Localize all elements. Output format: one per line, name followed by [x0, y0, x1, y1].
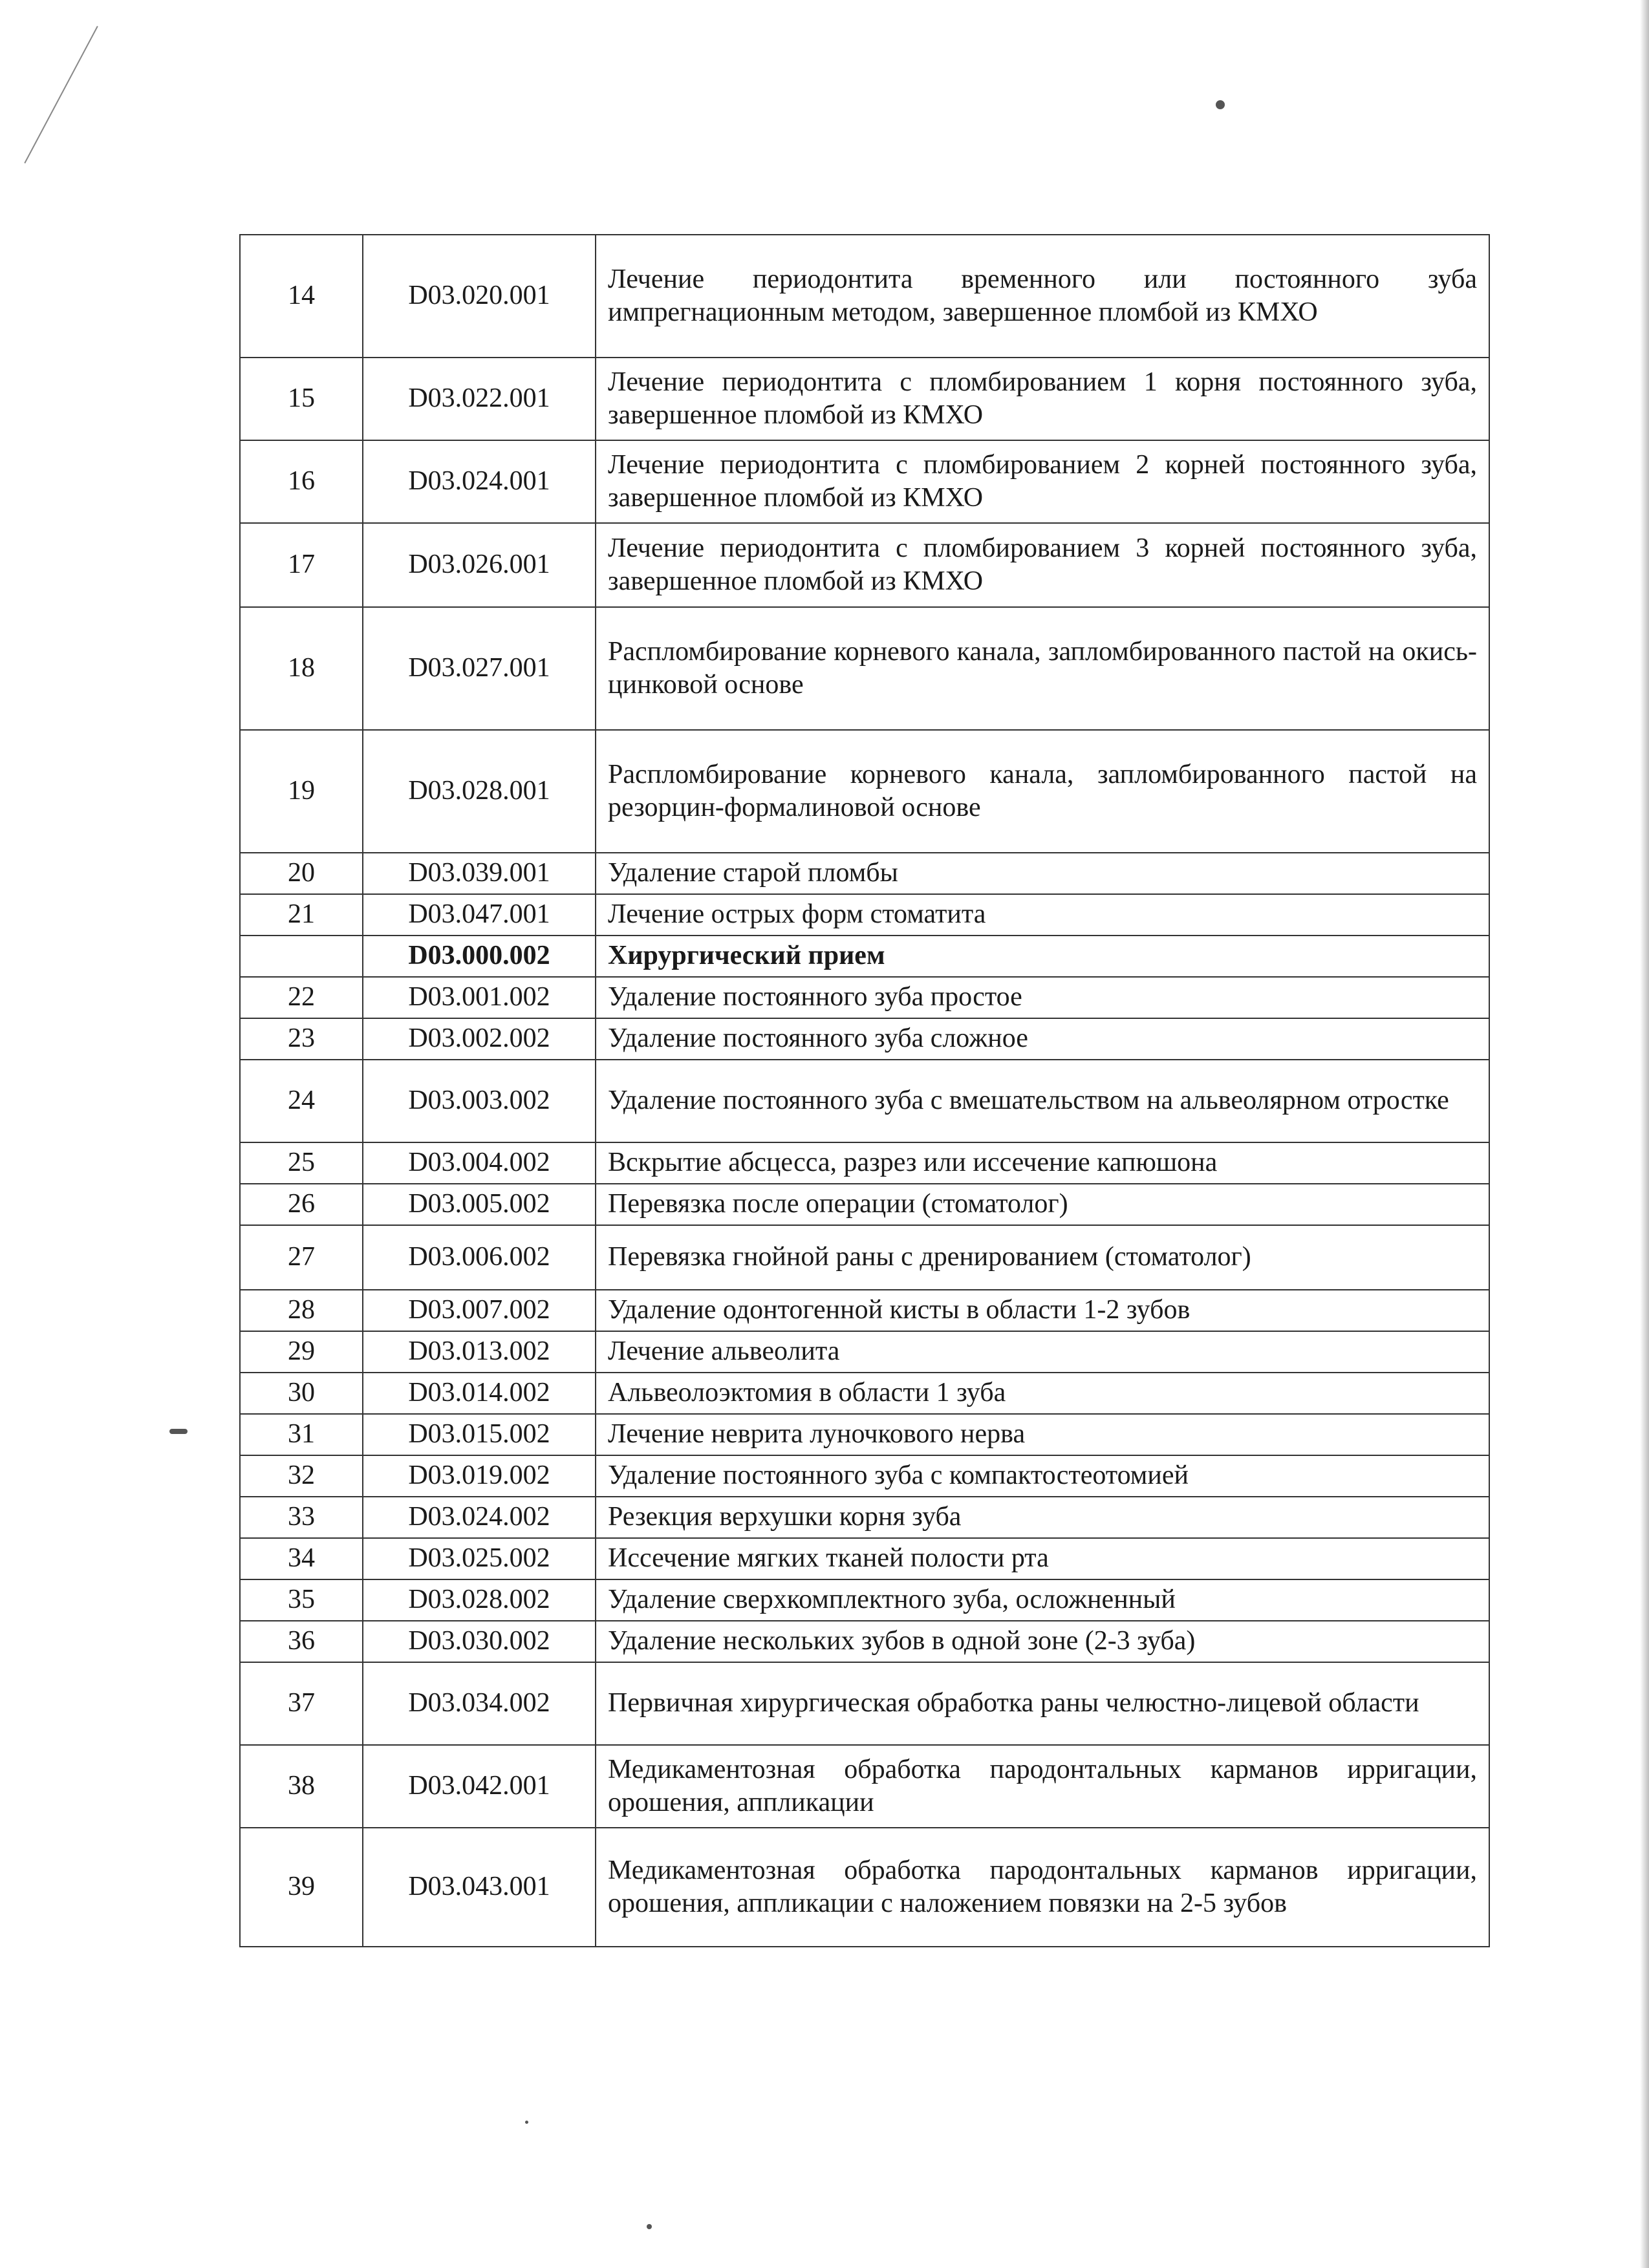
row-number: 15: [240, 358, 363, 440]
row-number: 33: [240, 1497, 363, 1538]
table-row: [240, 1018, 1489, 1060]
table-row: [240, 607, 1489, 730]
service-code: D03.043.001: [363, 1828, 596, 1947]
row-number: 31: [240, 1414, 363, 1455]
service-code: D03.014.002: [363, 1373, 596, 1414]
service-code: D03.026.001: [363, 523, 596, 607]
service-description: Лечение острых форм стоматита: [596, 894, 1489, 936]
service-code: D03.001.002: [363, 977, 596, 1018]
table-row: [240, 1579, 1489, 1621]
table-row: [240, 1184, 1489, 1225]
service-description: Перевязка гнойной раны с дренированием (стоматолог): [596, 1225, 1489, 1290]
scan-speck: [647, 2224, 652, 2229]
row-number: 35: [240, 1579, 363, 1621]
service-description: Удаление постоянного зуба с компактостеотомией: [596, 1455, 1489, 1497]
scan-edge-shadow: [1640, 0, 1649, 2268]
table-row: [240, 1331, 1489, 1373]
table-row: [240, 1621, 1489, 1662]
table-row: [240, 977, 1489, 1018]
service-code: D03.024.002: [363, 1497, 596, 1538]
table-row: [240, 358, 1489, 440]
row-number: 16: [240, 440, 363, 523]
row-number: 34: [240, 1538, 363, 1579]
table-row: [240, 1060, 1489, 1142]
row-number: 19: [240, 730, 363, 853]
row-number: 29: [240, 1331, 363, 1373]
table-row: [240, 894, 1489, 936]
row-number: 22: [240, 977, 363, 1018]
table-row: [240, 853, 1489, 894]
service-code: D03.002.002: [363, 1018, 596, 1060]
table-row: [240, 1745, 1489, 1828]
row-number: 21: [240, 894, 363, 936]
services-table: [239, 234, 1490, 1947]
table-row: [240, 1414, 1489, 1455]
service-code: D03.042.001: [363, 1745, 596, 1828]
row-number: 17: [240, 523, 363, 607]
row-number: [240, 936, 363, 977]
table-row: [240, 1225, 1489, 1290]
row-number: 32: [240, 1455, 363, 1497]
row-number: 28: [240, 1290, 363, 1331]
service-code: D03.030.002: [363, 1621, 596, 1662]
service-code: D03.013.002: [363, 1331, 596, 1373]
table-row: [240, 730, 1489, 853]
service-code: D03.024.001: [363, 440, 596, 523]
row-number: 18: [240, 607, 363, 730]
service-code: D03.028.001: [363, 730, 596, 853]
table-row: [240, 523, 1489, 607]
table-row: [240, 1497, 1489, 1538]
service-description: Лечение альвеолита: [596, 1331, 1489, 1373]
service-description: Лечение периодонтита с пломбированием 2 корней постоянного зуба, завершенное пломбой из КМХО: [596, 440, 1489, 523]
section-title: Хирургический прием: [596, 936, 1489, 977]
table-row: [240, 1455, 1489, 1497]
service-code: D03.019.002: [363, 1455, 596, 1497]
table-row: [240, 235, 1489, 358]
service-description: Медикаментозная обработка пародонтальных карманов ирригации, орошения, аппликации: [596, 1745, 1489, 1828]
service-code: D03.007.002: [363, 1290, 596, 1331]
scan-speck: [169, 1429, 188, 1434]
service-description: Альвеолоэктомия в области 1 зуба: [596, 1373, 1489, 1414]
service-description: Распломбирование корневого канала, запломбированного пастой на окись-цинковой основе: [596, 607, 1489, 730]
row-number: 14: [240, 235, 363, 358]
service-code: D03.047.001: [363, 894, 596, 936]
service-code: D03.027.001: [363, 607, 596, 730]
service-code: D03.006.002: [363, 1225, 596, 1290]
service-description: Лечение периодонтита временного или постоянного зуба импрегнационным методом, завершенное пломбой из КМХО: [596, 235, 1489, 358]
service-code: D03.015.002: [363, 1414, 596, 1455]
service-description: Лечение периодонтита с пломбированием 1 корня постоянного зуба, завершенное пломбой из КМХО: [596, 358, 1489, 440]
scan-speck: [1216, 100, 1225, 109]
service-code: D03.039.001: [363, 853, 596, 894]
service-description: Удаление постоянного зуба простое: [596, 977, 1489, 1018]
section-code: D03.000.002: [363, 936, 596, 977]
service-code: D03.028.002: [363, 1579, 596, 1621]
service-code: D03.025.002: [363, 1538, 596, 1579]
table-row: [240, 1538, 1489, 1579]
service-description: Удаление постоянного зуба сложное: [596, 1018, 1489, 1060]
table-row: [240, 1828, 1489, 1947]
service-description: Первичная хирургическая обработка раны челюстно-лицевой области: [596, 1662, 1489, 1745]
section-header-row: [240, 936, 1489, 977]
service-description: Вскрытие абсцесса, разрез или иссечение капюшона: [596, 1142, 1489, 1184]
row-number: 36: [240, 1621, 363, 1662]
row-number: 27: [240, 1225, 363, 1290]
service-code: D03.020.001: [363, 235, 596, 358]
service-description: Перевязка после операции (стоматолог): [596, 1184, 1489, 1225]
service-description: Медикаментозная обработка пародонтальных карманов ирригации, орошения, аппликации с наложением повязки на 2-5 зубов: [596, 1828, 1489, 1947]
service-description: Иссечение мягких тканей полости рта: [596, 1538, 1489, 1579]
service-description: Резекция верхушки корня зуба: [596, 1497, 1489, 1538]
service-description: Лечение периодонтита с пломбированием 3 корней постоянного зуба, завершенное пломбой из КМХО: [596, 523, 1489, 607]
service-description: Удаление постоянного зуба с вмешательством на альвеолярном отростке: [596, 1060, 1489, 1142]
service-description: Распломбирование корневого канала, запломбированного пастой на резорцин-формалиновой основе: [596, 730, 1489, 853]
row-number: 20: [240, 853, 363, 894]
table-row: [240, 1290, 1489, 1331]
service-code: D03.034.002: [363, 1662, 596, 1745]
scan-speck: [525, 2121, 528, 2124]
service-code: D03.004.002: [363, 1142, 596, 1184]
table-row: [240, 1662, 1489, 1745]
service-description: Удаление одонтогенной кисты в области 1-2 зубов: [596, 1290, 1489, 1331]
row-number: 39: [240, 1828, 363, 1947]
row-number: 24: [240, 1060, 363, 1142]
table-row: [240, 1373, 1489, 1414]
table-row: [240, 1142, 1489, 1184]
service-description: Удаление сверхкомплектного зуба, осложненный: [596, 1579, 1489, 1621]
service-description: Лечение неврита луночкового нерва: [596, 1414, 1489, 1455]
row-number: 26: [240, 1184, 363, 1225]
table-row: [240, 440, 1489, 523]
service-code: D03.022.001: [363, 358, 596, 440]
pen-stroke-mark: [24, 26, 98, 164]
service-description: Удаление нескольких зубов в одной зоне (2-3 зуба): [596, 1621, 1489, 1662]
row-number: 25: [240, 1142, 363, 1184]
row-number: 30: [240, 1373, 363, 1414]
row-number: 23: [240, 1018, 363, 1060]
row-number: 38: [240, 1745, 363, 1828]
service-description: Удаление старой пломбы: [596, 853, 1489, 894]
service-code: D03.005.002: [363, 1184, 596, 1225]
row-number: 37: [240, 1662, 363, 1745]
service-code: D03.003.002: [363, 1060, 596, 1142]
